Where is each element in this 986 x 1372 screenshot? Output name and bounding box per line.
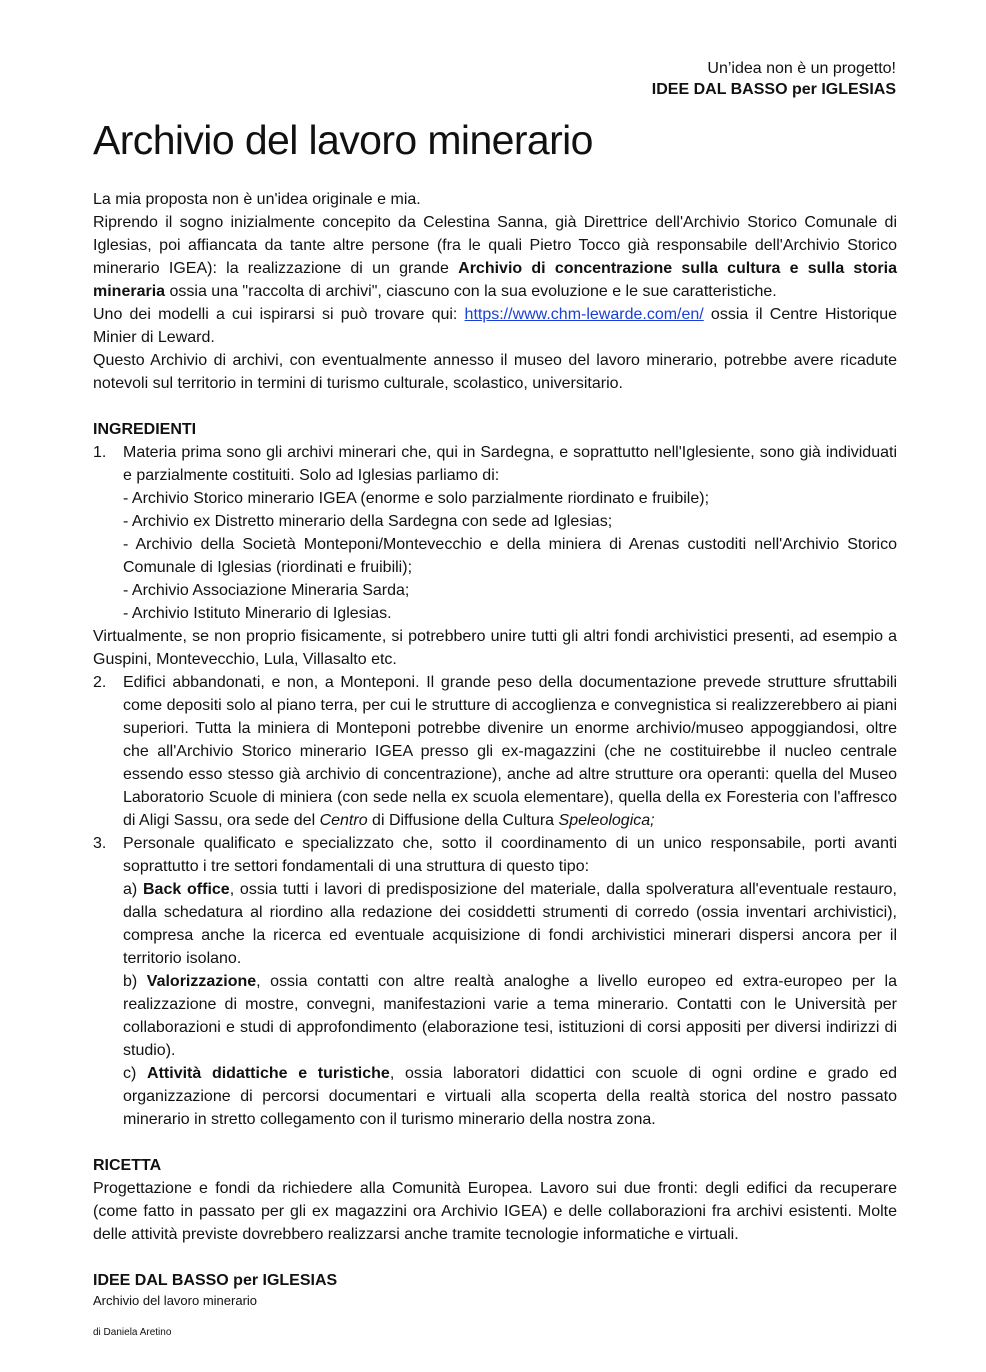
ingredient-item-1 bbox=[93, 441, 897, 625]
intro-p3-text: Uno dei modelli a cui ispirarsi si può trovare qui: bbox=[93, 306, 465, 323]
sector-text: , ossia laboratori didattici con scuole di ogni ordine e grado ed organizzazione di percorsi documentari e virtuali alla scoperta della realtà storica del nostro passato minerario in stretto collegamento con il turismo minerario della nostra zona. bbox=[123, 1065, 897, 1128]
item-number: 2. bbox=[93, 674, 107, 691]
item2-text-mid: di Diffusione della Cultura bbox=[367, 812, 559, 829]
item2-italic-centro: Centro bbox=[319, 812, 368, 829]
sector-attivita-didattiche bbox=[123, 1062, 897, 1131]
header-block bbox=[296, 58, 896, 100]
archive-list-item: - Archivio Storico minerario IGEA (enorme e solo parzialmente riordinato e fruibile); bbox=[123, 490, 710, 507]
intro-p2-bold: Archivio di concentrazione sulla cultura e sulla storia mineraria bbox=[93, 260, 897, 300]
archive-list-item: - Archivio Istituto Minerario di Iglesias. bbox=[123, 605, 392, 622]
ingredient-item-3 bbox=[93, 832, 897, 1131]
sector-valorizzazione bbox=[123, 970, 897, 1062]
chm-lewarde-link[interactable]: https://www.chm-lewarde.com/en/ bbox=[464, 306, 704, 323]
sector-back-office bbox=[123, 878, 897, 970]
item2-text: Edifici abbandonati, e non, a Monteponi. Il grande peso della documentazione prevede strutture sfruttabili come depositi solo al piano terra, per cui le strutture di accoglienza e convegnistica si realizzerebbero ai piani superiori. Tutta la miniera di Monteponi potrebbe divenire un enorme archivio/museo appoggiandosi, oltre che all'Archivio Storico minerario IGEA presso gli ex-magazzini (che ne costituirebbe il nucleo centrale essendo esso stesso già archivio di concentrazione), anche ad altre strutture ora operanti: quella del Museo Laboratorio Scuole di miniera (con sede nella ex scuola elementare), quella della ex Foresteria con l'affresco di Aligi Sassu, ora sede del bbox=[123, 674, 897, 829]
intro-paragraph-2 bbox=[93, 211, 897, 303]
item2-italic-speleologica: Speleologica; bbox=[558, 812, 655, 829]
intro-p2-text: Riprendo il sogno inizialmente concepito da Celestina Sanna, già Direttrice dell'Archivio Storico Comunale di Iglesias, poi affiancata da tante altre persone (fra le quali Pietro Tocco già responsabile dell'Archivio Storico minerario IGEA): la realizzazione di un grande bbox=[93, 214, 897, 277]
sector-prefix: a) bbox=[123, 881, 143, 898]
ingredient-item-text: Materia prima sono gli archivi minerari che, qui in Sardegna, e soprattutto nell'Iglesiente, sono già individuati e parzialmente costituiti. Solo ad Iglesias parliamo di: bbox=[123, 444, 897, 484]
sector-title: Back office bbox=[143, 881, 230, 898]
ingredient-item-1-note: Virtualmente, se non proprio fisicamente, si potrebbero unire tutti gli altri fondi archivistici presenti, ad esempio a Guspini, Montevecchio, Lula, Villasalto etc. bbox=[93, 628, 897, 668]
author-credit: di Daniela Aretino bbox=[93, 1327, 172, 1338]
document-body bbox=[93, 188, 897, 1310]
archive-list-item: - Archivio della Società Monteponi/Montevecchio e della miniera di Arenas custoditi nell'Archivio Storico Comunale di Iglesias (riordinati e fruibili); bbox=[123, 536, 897, 576]
item-number: 1. bbox=[93, 444, 107, 461]
intro-p3-text-end: ossia il Centre Historique Minier di Leward. bbox=[93, 306, 898, 346]
sector-title: Attività didattiche e turistiche bbox=[147, 1065, 390, 1082]
intro-paragraph-1: La mia proposta non è un'idea originale e mia. bbox=[93, 191, 421, 208]
footer-subtitle: Archivio del lavoro minerario bbox=[93, 1293, 258, 1308]
archive-list-item: - Archivio ex Distretto minerario della Sardegna con sede ad Iglesias; bbox=[123, 513, 613, 530]
sector-prefix: b) bbox=[123, 973, 147, 990]
sector-title: Valorizzazione bbox=[146, 973, 257, 990]
item-number: 3. bbox=[93, 835, 107, 852]
footer-title: IDEE DAL BASSO per IGLESIAS bbox=[93, 1272, 338, 1289]
section-heading-ricetta: RICETTA bbox=[93, 1157, 162, 1174]
section-heading-ingredienti: INGREDIENTI bbox=[93, 421, 197, 438]
archive-list-item: - Archivio Associazione Mineraria Sarda; bbox=[123, 582, 410, 599]
sector-text: , ossia contatti con altre realtà analoghe a livello europeo ed extra-europeo per la realizzazione di mostre, convegni, manifestazioni varie a tema minerario. Contatti con le Università per collaborazioni e studi di approfondimento (elaborazione tesi, istituzioni di corsi appositi per diversi indirizzi di studio). bbox=[123, 973, 898, 1059]
ingredient-item-2 bbox=[93, 671, 897, 832]
sector-text: , ossia tutti i lavori di predisposizione del materiale, dalla spolveratura all'eventuale restauro, dalla schedatura al riordino alla redazione dei cosiddetti strumenti di corredo (ossia inventari archivistici), compresa anche la ricerca ed eventuale acquisizione di fondi archivistici minerari dispersi ancora per il territorio isolano. bbox=[123, 881, 897, 967]
intro-paragraph-4: Questo Archivio di archivi, con eventualmente annesso il museo del lavoro minerario, potrebbe avere ricadute notevoli sul territorio in termini di turismo culturale, scolastico, universitario. bbox=[93, 352, 897, 392]
header-tagline: Un’idea non è un progetto! bbox=[707, 60, 896, 77]
intro-paragraph-3 bbox=[93, 303, 897, 349]
sector-prefix: c) bbox=[123, 1065, 148, 1082]
ingredient-item-text: Personale qualificato e specializzato che, sotto il coordinamento di un unico responsabile, porti avanti soprattutto i tre settori fondamentali di una struttura di questo tipo: bbox=[123, 835, 897, 875]
ricetta-paragraph: Progettazione e fondi da richiedere alla Comunità Europea. Lavoro sui due fronti: degli edifici da recuperare (come fatto in passato per gli ex magazzini ora Archivio IGEA) e delle collaborazioni fra archivi esistenti. Molte delle attività previste dovrebbero realizzarsi anche tramite tecnologie informatiche e virtuali. bbox=[93, 1180, 897, 1243]
intro-p2-text-end: ossia una "raccolta di archivi", ciascuno con la sua evoluzione e le sue caratteristiche. bbox=[165, 283, 777, 300]
ingredient-item-text bbox=[123, 671, 897, 832]
page-title: Archivio del lavoro minerario bbox=[93, 117, 593, 163]
header-project-name: IDEE DAL BASSO per IGLESIAS bbox=[651, 81, 896, 98]
